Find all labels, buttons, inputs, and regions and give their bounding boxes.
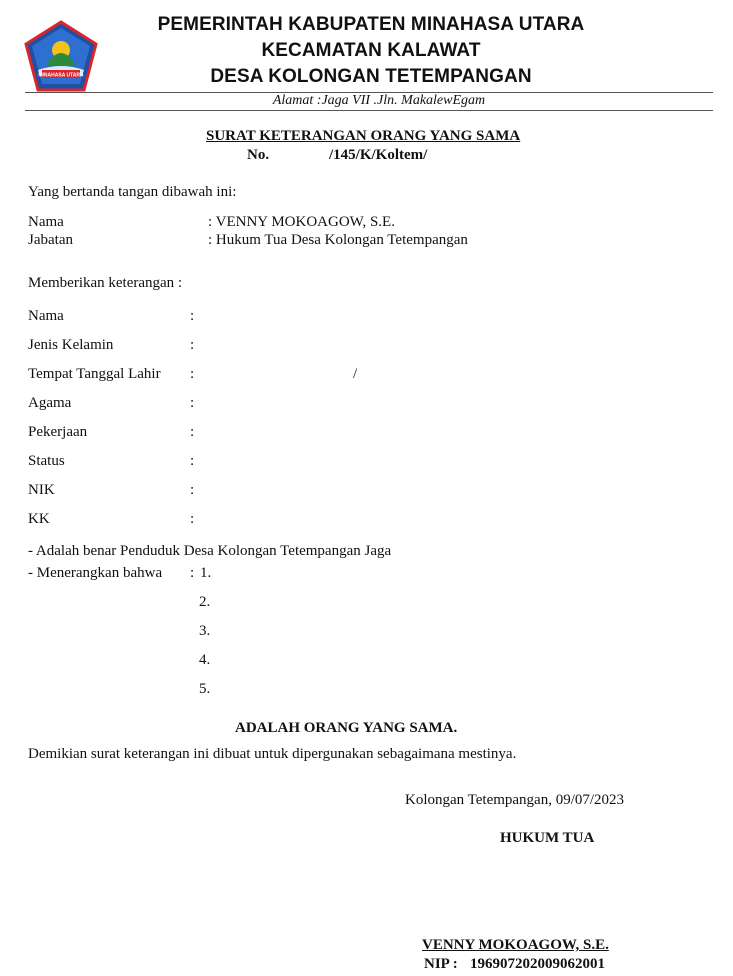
conclusion-text: ADALAH ORANG YANG SAMA.	[235, 720, 458, 736]
signer-title: HUKUM TUA	[500, 830, 595, 846]
kop-line-3: DESA KOLONGAN TETEMPANGAN	[210, 66, 532, 87]
subject-field-colon: :	[190, 482, 195, 498]
regency-emblem-icon	[24, 20, 98, 92]
subject-field-label: Pekerjaan	[28, 424, 88, 440]
intro-text: Yang bertanda tangan dibawah ini:	[28, 184, 237, 200]
subject-field-label: Status	[28, 453, 65, 469]
give-info-text: Memberikan keterangan :	[28, 275, 183, 291]
signer-name: VENNY MOKOAGOW, S.E.	[422, 937, 609, 953]
subject-field-colon: :	[190, 511, 195, 527]
closing-text: Demikian surat keterangan ini dibuat untuk dipergunakan sebagaimana mestinya.	[28, 746, 517, 762]
subject-field-colon: :	[190, 424, 195, 440]
numbered-item: 2.	[199, 594, 211, 610]
kop-line-2: KECAMATAN KALAWAT	[261, 40, 481, 61]
explain-label: - Menerangkan bahwa	[28, 565, 163, 581]
place-date: Kolongan Tetempangan, 09/07/2023	[405, 792, 625, 808]
subject-field-colon: :	[190, 395, 195, 411]
number-prefix: No.	[247, 147, 270, 163]
subject-field-label: NIK	[28, 482, 55, 498]
subject-field-colon: :	[190, 308, 195, 324]
subject-field-colon: :	[190, 337, 195, 353]
kop-rule-bottom	[25, 110, 713, 111]
subject-field-label: KK	[28, 511, 50, 527]
kop-address: Alamat :Jaga VII .Jln. MakalewEgam	[272, 93, 486, 108]
signer-field-label: Jabatan	[28, 232, 73, 248]
subject-field-label: Tempat Tanggal Lahir	[28, 366, 161, 382]
subject-field-label: Nama	[28, 308, 64, 324]
numbered-item: 1.	[200, 565, 212, 581]
letter-title: SURAT KETERANGAN ORANG YANG SAMA	[206, 128, 521, 144]
nip-label: NIP :	[424, 956, 458, 972]
resident-statement: - Adalah benar Penduduk Desa Kolongan Tetempangan Jaga	[28, 543, 392, 559]
nip-value: 196907202009062001	[470, 956, 605, 972]
signer-field-value: : Hukum Tua Desa Kolongan Tetempangan	[208, 232, 468, 248]
kop-line-1: PEMERINTAH KABUPATEN MINAHASA UTARA	[157, 14, 585, 35]
numbered-item: 5.	[199, 681, 211, 697]
birth-date-slash: /	[353, 366, 358, 382]
signer-field-label: Nama	[28, 214, 64, 230]
regency-logo	[24, 20, 98, 92]
subject-field-colon: :	[190, 453, 195, 469]
signer-field-value: : VENNY MOKOAGOW, S.E.	[208, 214, 395, 230]
explain-colon: :	[190, 565, 195, 581]
subject-field-colon: :	[190, 366, 195, 382]
numbered-item: 3.	[199, 623, 211, 639]
subject-field-label: Agama	[28, 395, 72, 411]
subject-field-label: Jenis Kelamin	[28, 337, 114, 353]
logo-ribbon-text: MINAHASA UTARA	[38, 72, 84, 79]
numbered-item: 4.	[199, 652, 211, 668]
number-suffix: /145/K/Koltem/	[329, 147, 428, 163]
